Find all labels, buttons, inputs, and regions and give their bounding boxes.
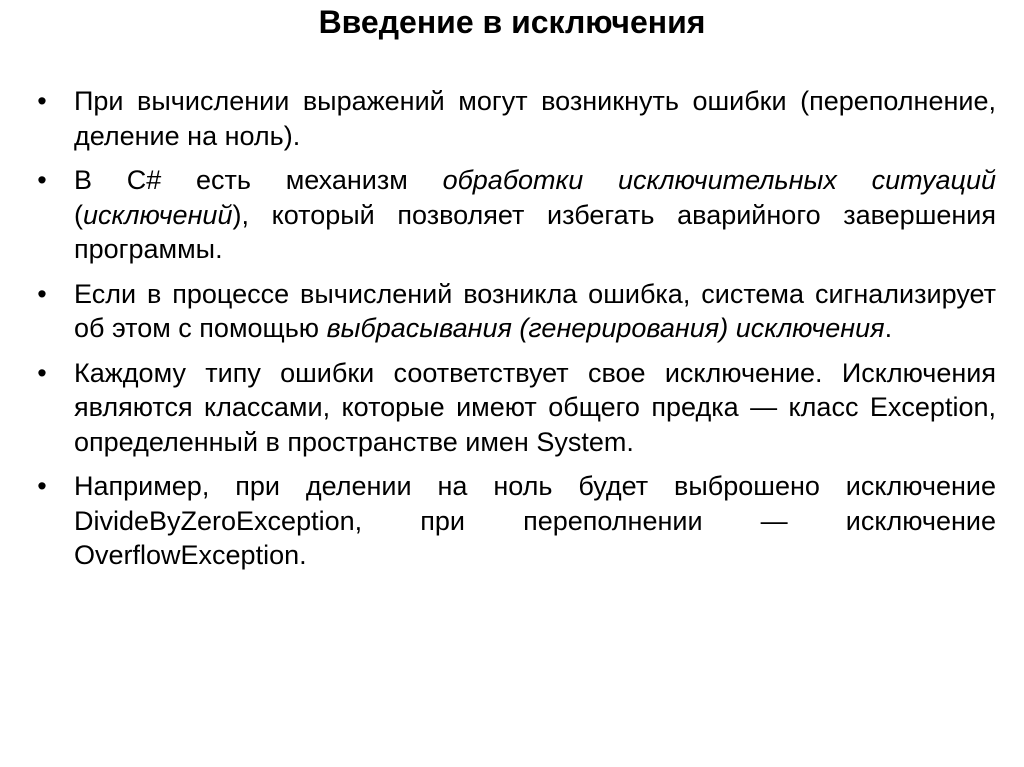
bullet-dot-icon: • xyxy=(37,278,47,309)
bullet-segment: . xyxy=(884,313,893,343)
bullet-segment-italic: обработки исключительных ситуаций xyxy=(442,165,996,195)
bullet-item xyxy=(32,84,996,153)
bullet-item xyxy=(32,277,996,346)
bullet-text xyxy=(74,471,996,570)
bullet-item xyxy=(32,163,996,267)
bullet-text xyxy=(74,279,996,344)
bullet-segment: ), который позволяет избегать аварийного завершения программы. xyxy=(74,199,996,264)
bullet-dot-icon: • xyxy=(37,357,47,388)
bullet-segment: При вычислении выражений могут возникнуть ошибки (переполнение, деление на ноль). xyxy=(74,86,996,151)
slide-title: Введение в исключения xyxy=(318,4,706,40)
bullet-dot-icon: • xyxy=(37,165,47,195)
bullet-dot-icon: • xyxy=(37,86,47,116)
bullet-dot-icon: • xyxy=(37,471,47,501)
bullet-segment: Каждому типу ошибки соответствует свое исключение. Исключения являются классами, которые имеют общего предка — класс Exception, определенный в пространстве имен System. xyxy=(74,357,996,457)
bullet-text xyxy=(74,358,996,457)
bullet-segment: Например, при делении на ноль будет выброшено исключение DivideByZeroException, при переполнении — исключение OverflowException. xyxy=(74,471,996,570)
bullet-text xyxy=(74,165,996,264)
bullet-segment: Если в процессе вычислений возникла ошибка, система сигнализирует об этом с помощью xyxy=(74,278,996,343)
bullet-item xyxy=(32,356,996,460)
bullet-segment-italic: исключений xyxy=(83,199,233,230)
bullet-text xyxy=(74,86,996,151)
bullet-segment: ( xyxy=(74,199,83,230)
bullet-item xyxy=(32,469,996,573)
bullet-segment-italic: выбрасывания (генерирования) исключения xyxy=(326,313,885,343)
bullet-list xyxy=(32,84,996,583)
bullet-segment: В C# есть механизм xyxy=(74,165,443,195)
